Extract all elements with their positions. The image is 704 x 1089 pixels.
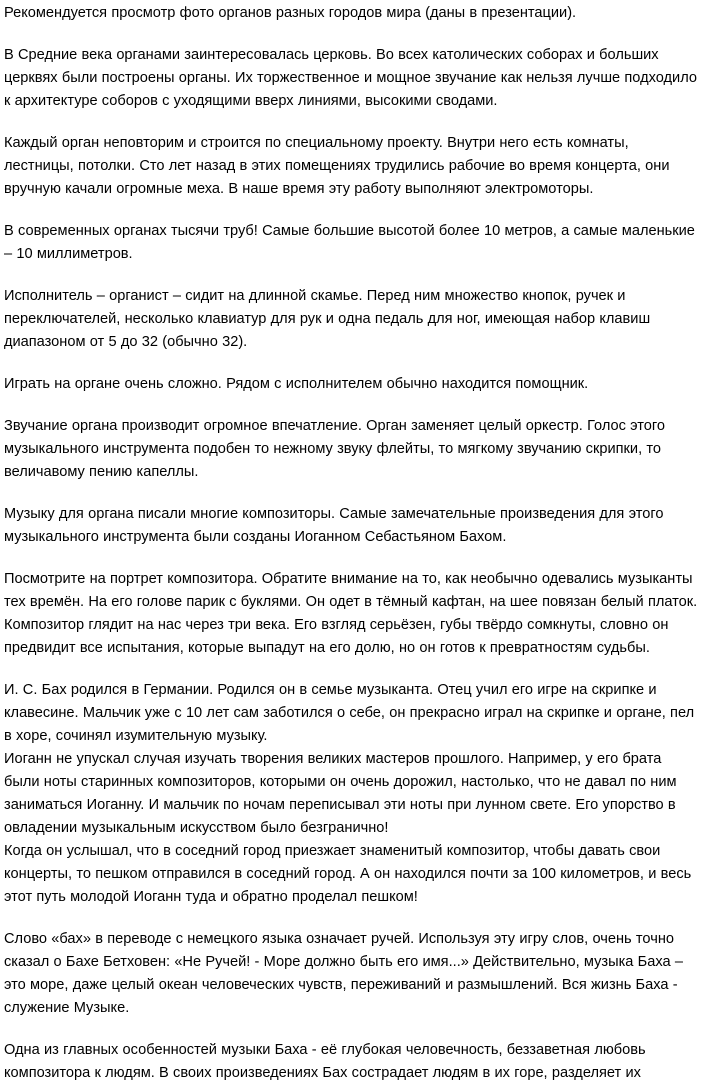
- paragraph-photo-recommendation: Рекомендуется просмотр фото органов разных городов мира (даны в презентации).: [4, 5, 577, 21]
- paragraph-composers: Музыку для органа писали многие композиторы. Самые замечательные произведения для этого музыкального инструмента были созданы Иоганном Себастьяном Бахом.: [4, 506, 664, 545]
- paragraph-bach-study: Иоганн не упускал случая изучать творения великих мастеров прошлого. Например, у его брата были ноты старинных композиторов, которыми он очень дорожил, настолько, что не давал по ним заниматься Иоганну. И мальчик по ночам переписывал эти ноты при лунном свете. Его упорство в овладении музыкальным искусством было безгранично!: [4, 751, 677, 836]
- paragraph-bach-journey: Когда он услышал, что в соседний город приезжает знаменитый композитор, чтобы давать свои концерты, то пешком отправился в соседний город. А он находился почти за 100 километров, и весь этот путь молодой Иоганн туда и обратно проделал пешком!: [4, 843, 692, 905]
- paragraph-organist: Исполнитель – органист – сидит на длинной скамье. Перед ним множество кнопок, ручек и переключателей, несколько клавиатур для рук и одна педаль для ног, имеющая набор клавиш диапазоном от 5 до 32 (обычно 32).: [4, 288, 651, 350]
- paragraph-organ-unique: Каждый орган неповторим и строится по специальному проекту. Внутри него есть комнаты, лестницы, потолки. Сто лет назад в этих помещениях трудились рабочие во время концерта, они вручную качали огромные меха. В наше время эту работу выполняют электромоторы.: [4, 135, 670, 197]
- paragraph-bach-birth: И. С. Бах родился в Германии. Родился он в семье музыканта. Отец учил его игре на скрипке и клавесине. Мальчик уже с 10 лет сам заботился о себе, он прекрасно играл на скрипке и органе, пел в хоре, сочинял изумительную музыку.: [4, 682, 695, 744]
- paragraph-playing-difficulty: Играть на органе очень сложно. Рядом с исполнителем обычно находится помощник.: [4, 376, 589, 392]
- paragraph-portrait: Посмотрите на портрет композитора. Обратите внимание на то, как необычно одевались музыканты тех времён. На его голове парик с буклями. Он одет в тёмный кафтан, на шее повязан белый платок. Композитор глядит на нас через три века. Его взгляд серьёзен, губы твёрдо сомкнуты, словно он предвидит все испытания, которые выпадут на его долю, но он готов к превратностям судьбы.: [4, 571, 698, 656]
- paragraph-bach-humanity: Одна из главных особенностей музыки Баха - её глубокая человечность, беззаветная любовь композитора к людям. В своих произведениях Бах сострадает людям в их горе, разделяет их: [4, 1042, 646, 1081]
- paragraph-organ-pipes: В современных органах тысячи труб! Самые большие высотой более 10 метров, а самые маленькие – 10 миллиметров.: [4, 223, 695, 262]
- paragraph-beethoven-quote: Слово «бах» в переводе с немецкого языка означает ручей. Используя эту игру слов, очень точно сказал о Бахе Бетховен: «Не Ручей! - Море должно быть его имя...» Действительно, музыка Баха – это море, даже целый океан человеческих чувств, переживаний и размышлений. Вся жизнь Баха - служение Музыке.: [4, 931, 683, 1016]
- paragraph-middle-ages-church: В Средние века органами заинтересовалась церковь. Во всех католических соборах и больших церквях были построены органы. Их торжественное и мощное звучание как нельзя лучше подходило к архитектуре соборов с уходящими вверх линиями, высокими сводами.: [4, 47, 698, 109]
- paragraph-organ-sound: Звучание органа производит огромное впечатление. Орган заменяет целый оркестр. Голос этого музыкального инструмента подобен то нежному звуку флейты, то мягкому звучанию скрипки, то величавому пению капеллы.: [4, 418, 666, 480]
